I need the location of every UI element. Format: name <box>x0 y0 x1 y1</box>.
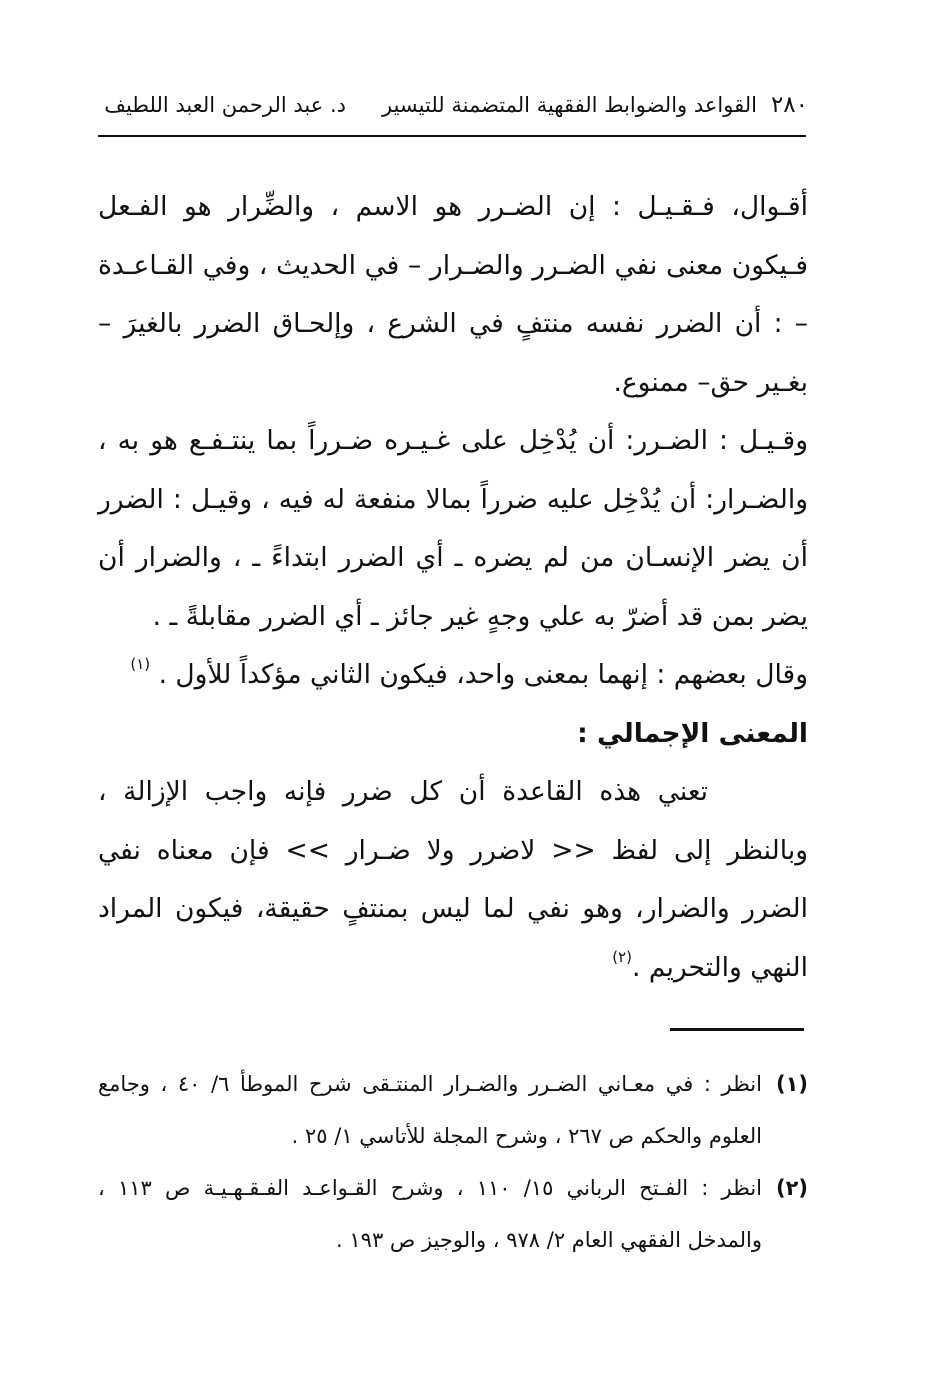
footnote-ref-1[interactable]: (١) <box>130 655 151 673</box>
book-title: القواعد والضوابط الفقهية المتضمنة للتيسير <box>382 93 757 117</box>
footnote-1 <box>98 1058 808 1162</box>
section-heading: المعنى الإجمالي : <box>577 717 808 749</box>
paragraph-4 <box>98 763 808 997</box>
author-name: د. عبد الرحمن العبد اللطيف <box>104 93 346 117</box>
paragraph-3 <box>98 646 808 705</box>
footnote-text: انظر : الفـتح الرباني ١٥/ ١١٠ ، وشرح القـواعـد الفـقـهـيـة ص ١١٣ ، والمدخل الفقهي العام ٢/ ٩٧٨ ، والوجيز ص ١٩٣ . <box>98 1176 762 1252</box>
running-head <box>98 88 808 122</box>
footnote-text: انظر : في معـاني الضـرر والضـرار المنتـقى شرح الموطأ ٦/ ٤٠ ، وجامع العلوم والحكم ص ٢٦٧ ، وشرح المجلة للأتاسي ١/ ٢٥ . <box>98 1072 762 1148</box>
paragraph-2: وقـيـل : الضـرر: أن يُدْخِل على غـيـره ضـرراً بما ينتـفـع هو به ، والضـرار: أن يُدْخِل عليه ضرراً بمالا منفعة له فيه ، وقيـل : الضرر أن يضر الإنسـان من لم يضره ـ أي الضرر ابتداءً ـ ، والضرار أن يضر بمن قد أضرّ به علي وجهٍ غير جائز ـ أي الضرر مقابلةً ـ . <box>98 425 808 632</box>
footnote-rule <box>670 1028 804 1031</box>
footnote-number: (١) <box>775 1072 808 1096</box>
paragraph-1: أقـوال، فـقـيـل : إن الضـرر هو الاسم ، والضِّرار هو الفـعل فـيكون معنى نفي الضـرر والضـرار – في الحديث ، وفي القـاعـدة – : أن الضرر نفسه منتفٍ في الشرع ، وإلحـاق الضرر بالغيرَ –بغـير حق– ممنوع. <box>98 191 808 398</box>
footnote-2 <box>98 1162 808 1266</box>
footnote-ref-2[interactable]: (٢) <box>612 947 633 966</box>
body-text <box>98 178 808 997</box>
footnotes <box>98 1058 808 1266</box>
paragraph-4-text: تعني هذه القاعدة أن كل ضرر فإنه واجب الإزالة ، وبالنظر إلى لفظ << لاضرر ولا ضـرار >> فإن معناه نفي الضرر والضرار، وهو نفي لما ليس بمنتفٍ حقيقة، فيكون المراد النهي والتحريم . <box>98 776 808 983</box>
page-number: ٢٨٠ <box>770 92 808 118</box>
footnote-number: (٢) <box>775 1176 808 1200</box>
header-rule <box>98 135 806 137</box>
paragraph-3-text: وقال بعضهم : إنهما بمعنى واحد، فيكون الثاني مؤكداً للأول . <box>158 659 808 690</box>
